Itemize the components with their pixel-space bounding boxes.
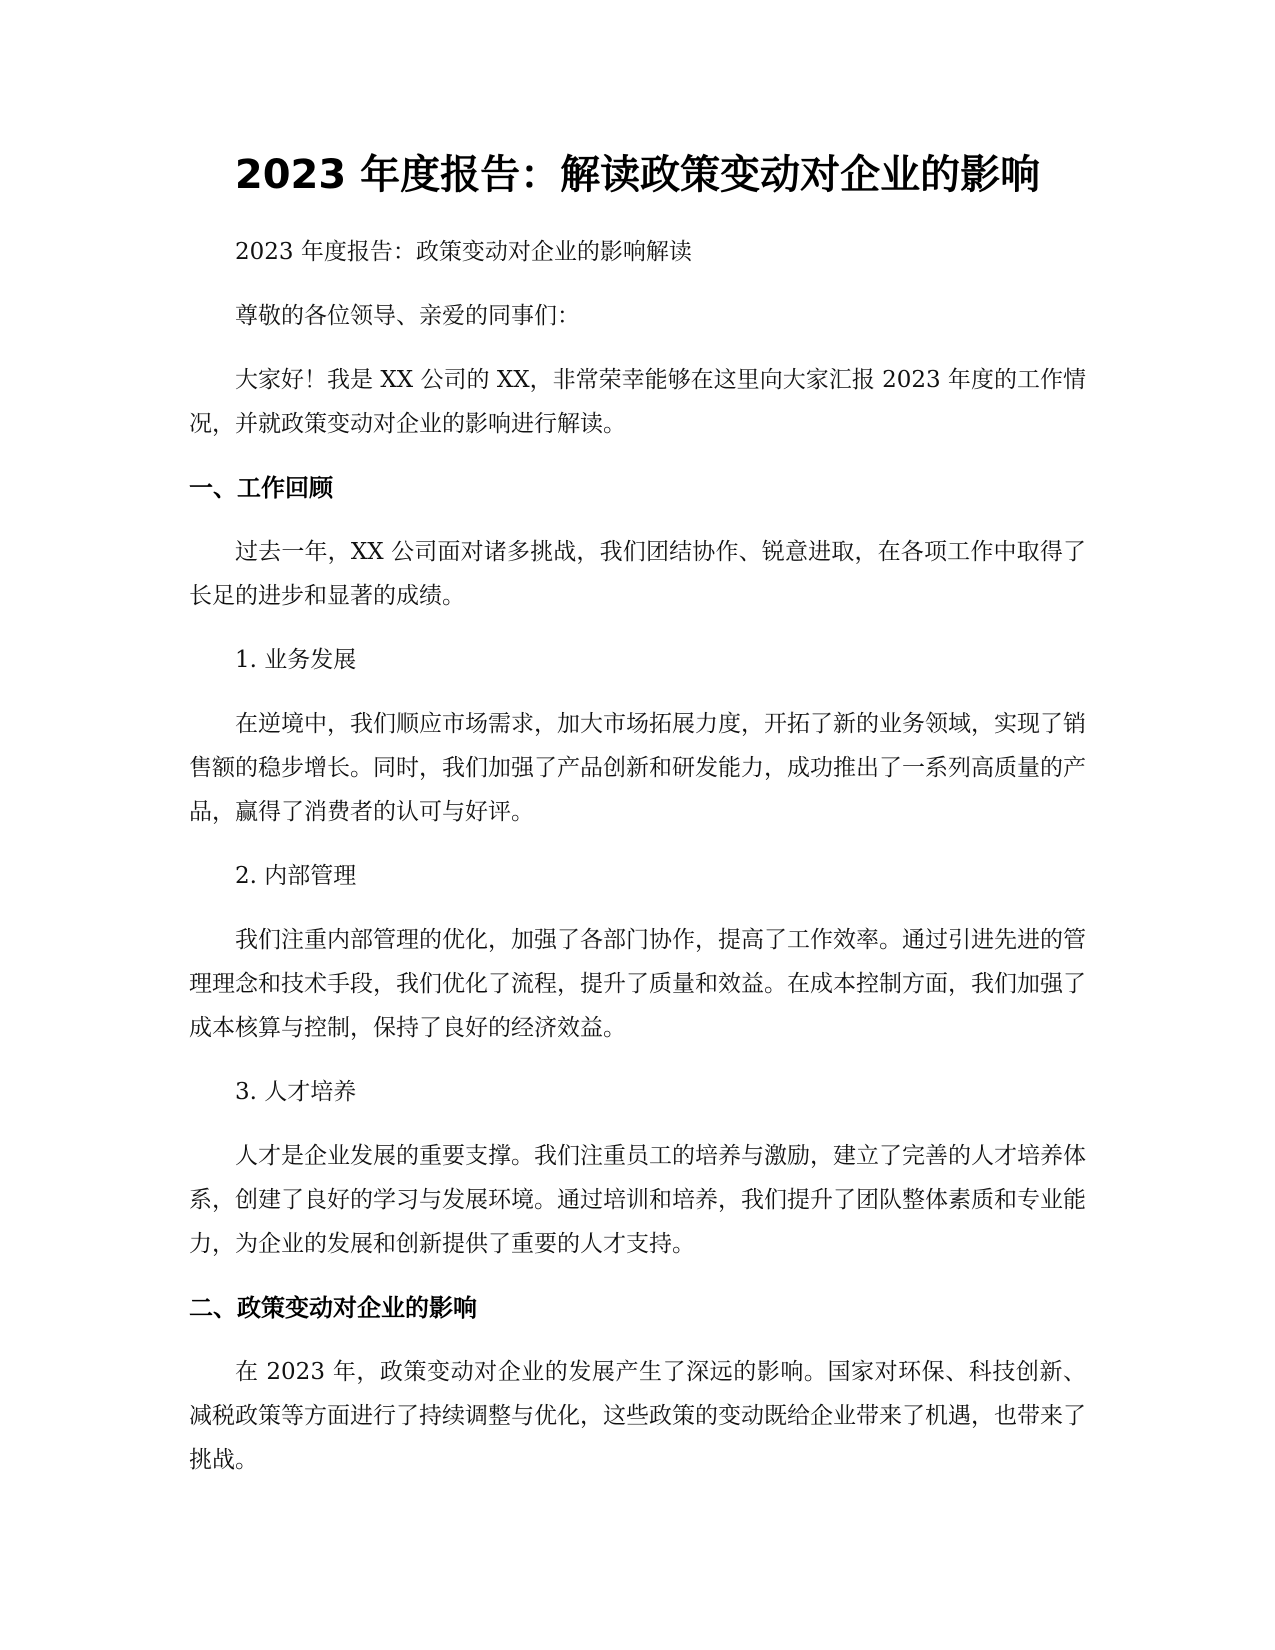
management-paragraph: 我们注重内部管理的优化，加强了各部门协作，提高了工作效率。通过引进先进的管理理念和技术手段，我们优化了流程，提升了质量和效益。在成本控制方面，我们加强了成本核算与控制，保持了良好的经济效益。 — [189, 927, 1086, 1041]
item-heading-management: 2. 内部管理 — [235, 863, 357, 889]
item-heading-talent: 3. 人才培养 — [235, 1079, 357, 1105]
review-intro-paragraph: 过去一年，XX 公司面对诸多挑战，我们团结协作、锐意进取，在各项工作中取得了长足的进步和显著的成绩。 — [189, 539, 1086, 609]
section-heading-policy: 二、政策变动对企业的影响 — [189, 1294, 477, 1322]
item-heading-business: 1. 业务发展 — [235, 647, 357, 673]
document-title: 2023 年度报告：解读政策变动对企业的影响 — [234, 152, 1041, 198]
intro-paragraph: 大家好！我是 XX 公司的 XX，非常荣幸能够在这里向大家汇报 2023 年度的工作情况，并就政策变动对企业的影响进行解读。 — [189, 367, 1086, 437]
policy-paragraph: 在 2023 年，政策变动对企业的发展产生了深远的影响。国家对环保、科技创新、减税政策等方面进行了持续调整与优化，这些政策的变动既给企业带来了机遇，也带来了挑战。 — [189, 1359, 1086, 1473]
business-paragraph: 在逆境中，我们顺应市场需求，加大市场拓展力度，开拓了新的业务领域，实现了销售额的稳步增长。同时，我们加强了产品创新和研发能力，成功推出了一系列高质量的产品，赢得了消费者的认可与好评。 — [189, 711, 1086, 825]
subtitle-paragraph: 2023 年度报告：政策变动对企业的影响解读 — [235, 239, 692, 265]
greeting-paragraph: 尊敬的各位领导、亲爱的同事们： — [235, 303, 580, 329]
talent-paragraph: 人才是企业发展的重要支撑。我们注重员工的培养与激励，建立了完善的人才培养体系，创建了良好的学习与发展环境。通过培训和培养，我们提升了团队整体素质和专业能力，为企业的发展和创新提供了重要的人才支持。 — [189, 1143, 1086, 1257]
section-heading-review: 一、工作回顾 — [189, 474, 333, 502]
